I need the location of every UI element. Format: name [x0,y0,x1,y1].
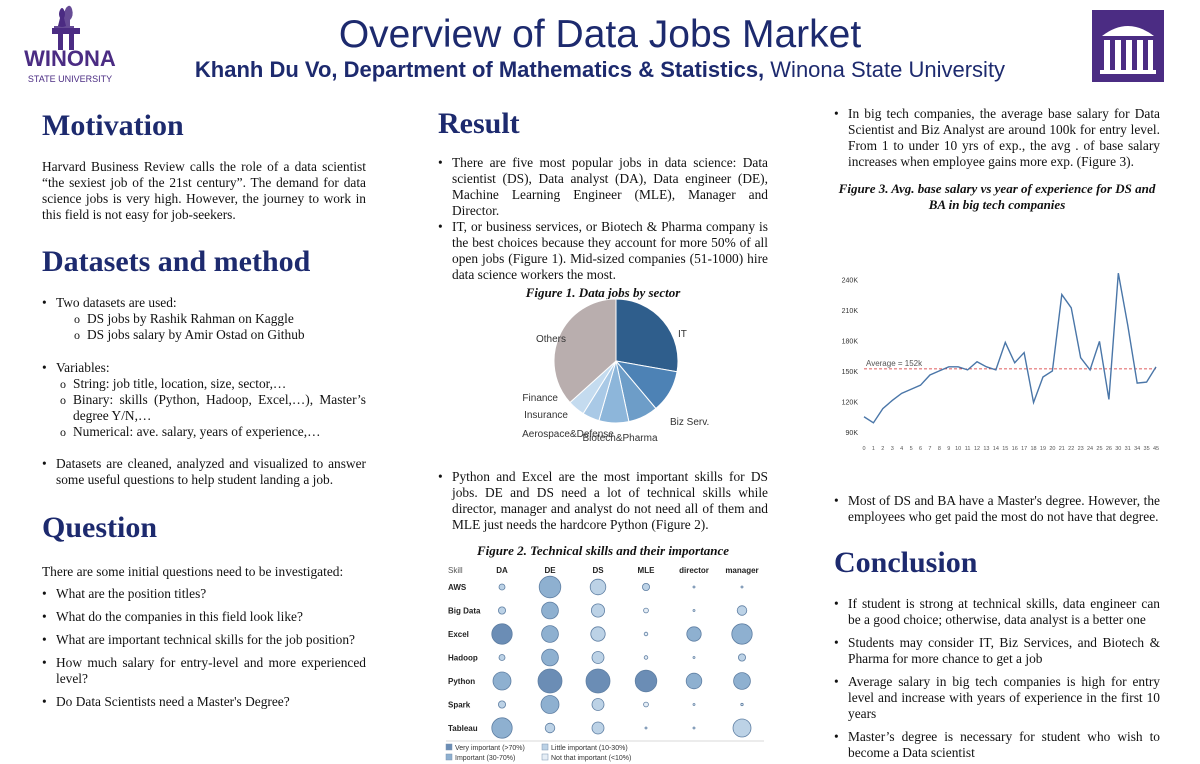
y-tick-label: 240K [841,277,858,285]
average-label: Average = 152k [866,358,923,368]
list-item: • In big tech companies, the average base salary for Data Scientist and Biz Analyst are around 100k for entry level. From 1 to under 10 yrs of exp., the avg . of base salary increases when employee gains more exp. (Figure 3). [834,106,1160,170]
datasets-heading: Datasets and method [42,245,311,278]
x-tick-label: 10 [955,446,962,452]
x-tick-label: 3 [890,446,894,452]
list-item: • What are the position titles? [42,586,366,602]
skill-bubble [642,583,649,590]
skill-bubble [733,719,751,737]
skill-bubble [693,704,695,706]
skill-bubble [693,657,695,659]
result-list-mid [438,469,768,533]
torch-cup-icon [52,28,80,34]
salary-list [834,106,1160,170]
motivation-text: Harvard Business Review calls the role of a data scientist “the sexiest job of the 21st century”. The demand for data science jobs is very high. However, the journey to work in this field is not easy for job-seekers. [42,159,366,222]
column-label: DE [544,566,556,575]
x-tick-label: 1 [871,446,875,452]
row-label: Python [448,677,476,686]
university-building-logo [1092,10,1164,82]
column-label: DA [496,566,508,575]
question-intro: There are some initial questions need to be investigated: [42,564,344,579]
skill-bubble [687,627,701,641]
row-label: Big Data [448,606,481,616]
author-line: Khanh Du Vo, Department of Mathematics & Statistics, [194,57,765,82]
skill-bubble [541,696,559,714]
x-tick-label: 13 [983,446,990,452]
list-item: o Binary: skills (Python, Hadoop, Excel,…), Master’s degree Y/N,… [60,392,366,424]
salary-series-line [864,273,1156,423]
skill-bubble [590,579,606,595]
x-tick-label: 5 [909,446,913,452]
x-tick-label: 25 [1096,446,1103,452]
list-item: • Datasets are cleaned, analyzed and visualized to answer some useful questions to help student landing a job. [42,456,366,488]
skill-bubble [738,654,745,661]
pie-label: Others [535,334,566,345]
row-label: AWS [448,583,467,592]
list-item: • What do the companies in this field look like? [42,609,366,625]
column-middle [438,100,768,764]
x-tick-label: 4 [900,446,904,452]
variable-list [60,376,366,440]
x-tick-label: 26 [1105,446,1112,452]
legend-swatch [446,754,452,760]
skill-bubble [542,649,559,666]
x-tick-label: 24 [1087,446,1094,452]
winona-logo [14,4,126,90]
skill-bubble [644,702,649,707]
x-tick-label: 17 [1021,446,1028,452]
pie-label: IT [678,329,687,340]
x-tick-label: 30 [1115,446,1122,452]
x-tick-label: 31 [1124,446,1131,452]
skill-bubble [645,727,647,729]
figure-1-caption: Figure 1. Data jobs by sector [525,285,681,300]
skill-bubble [492,624,512,644]
x-tick-label: 34 [1134,446,1141,452]
row-label: Spark [448,700,471,710]
skill-bubble [542,626,559,643]
list-item: o DS jobs by Rashik Rahman on Kaggle [74,311,366,327]
skill-bubble [737,606,747,616]
skill-bubble [741,586,743,588]
row-label: Excel [448,630,469,639]
skill-bubble [591,604,604,617]
legend-swatch [542,754,548,760]
legend-label: Little important (10-30%) [551,745,628,752]
poster-subtitle [120,56,1080,84]
skill-bubble [592,722,604,734]
y-tick-label: 90K [845,430,858,437]
list-item: • If student is strong at technical skills, data engineer can be a good choice; otherwise, data analyst is a better one [834,596,1160,628]
column-left [42,100,366,710]
x-tick-label: 11 [964,446,971,452]
skill-bubble [693,586,695,588]
column-label: MLE [637,566,655,575]
skill-bubble [499,655,505,661]
question-heading: Question [42,511,158,544]
list-item: • Most of DS and BA have a Master's degree. However, the employees who get paid the most do not have that degree. [834,493,1160,525]
list-item: • Students may consider IT, Biz Services, and Biotech & Pharma for more chance to get a job [834,635,1160,667]
column-label: manager [725,566,759,575]
x-tick-label: 19 [1039,446,1047,452]
x-tick-label: 14 [992,446,999,452]
x-tick-label: 7 [928,446,932,452]
column-label: DS [592,566,604,575]
column-label: director [679,566,709,575]
skill-bubble [693,610,695,612]
skill-bubble [498,701,505,708]
pie-label: Aerospace&Defense [522,429,614,440]
list-item: • Average salary in big tech companies is high for entry level and increase with years of experience in the first 10 years [834,674,1160,722]
skill-bubble [734,673,751,690]
x-tick-label: 18 [1030,446,1037,452]
logo-subtext: STATE UNIVERSITY [27,74,113,84]
skill-bubble [591,627,605,641]
conclusion-heading: Conclusion [834,546,978,579]
skill-bubble [693,727,695,729]
poster-title: Overview of Data Jobs Market [338,13,862,56]
figure-3-caption: Figure 3. Avg. base salary vs year of experience for DS and BA in big tech companies [838,181,1156,212]
conclusion-list [834,596,1160,761]
list-item: • What are important technical skills for the job position? [42,632,366,648]
list-item: o DS jobs salary by Amir Ostad on Github [74,327,366,343]
legend-swatch [446,744,452,750]
skill-bubble [586,669,610,693]
pie-slice-it [616,299,678,372]
x-tick-label: 9 [947,446,951,452]
x-tick-label: 8 [937,446,941,452]
x-tick-label: 23 [1077,446,1084,452]
x-tick-label: 0 [862,446,866,452]
list-item: • There are five most popular jobs in data science: Data scientist (DS), Data analyst (DA), Data engineer (DE), Machine Learning Engineer (MLE), Manager and Director. [438,155,768,219]
x-tick-label: 45 [1152,446,1160,452]
list-item: • Python and Excel are the most important skills for DS jobs. DE and DS need a lot of technical skills while director, manager and analyst do not need all of them and MLE just needs the hardcore Python (Figure 2). [438,469,768,533]
y-tick-label: 120K [841,399,858,407]
list-item: • Master’s degree is necessary for student who wish to become a Data scientist [834,729,1160,761]
pie-label: Biz Serv. [670,417,710,428]
x-tick-label: 21 [1058,446,1065,452]
skills-bubble-chart [438,563,768,762]
logo-wordmark: WINONA [24,46,116,71]
x-tick-label: 2 [881,446,885,452]
skill-bubble [545,723,555,733]
skill-bubble [732,624,752,644]
x-tick-label: 20 [1049,446,1056,452]
skill-bubble [542,602,559,619]
y-tick-label: 210K [841,307,858,315]
question-list [42,586,366,710]
pie-label: Biotech&Pharma [582,433,658,444]
row-label: Tableau [448,724,478,733]
y-tick-label: 150K [841,368,858,376]
pie-label: Finance [522,393,558,404]
skill-axis-header: Skill [448,566,463,575]
source-list [74,311,366,343]
masters-list [834,493,1160,525]
skill-bubble [592,699,604,711]
legend-label: Important (30-70%) [455,755,516,762]
skill-bubble [592,652,604,664]
legend-swatch [542,744,548,750]
skill-bubble [635,670,657,692]
list-item: • Two datasets are used: o DS jobs by Rashik Rahman on Kaggle o DS jobs salary by Amir Ostad on Github [42,295,366,343]
datasets-list [42,295,366,488]
skill-bubble [741,703,743,705]
result-heading: Result [438,107,520,140]
figure-2-caption: Figure 2. Technical skills and their importance [477,543,729,558]
list-item: • Variables: o String: job title, location, size, sector,… o Binary: skills (Python, Hadoop, Excel,…), Master’s degree Y/N,… o Numerical: ave. salary, years of experience,… [42,360,366,440]
y-tick-label: 180K [841,338,858,346]
skill-bubble [499,584,505,590]
legend-label: Very important (>70%) [455,745,525,752]
x-tick-label: 12 [973,446,981,452]
x-tick-label: 22 [1068,446,1075,452]
result-list-top [438,155,768,283]
x-tick-label: 16 [1011,446,1018,452]
pie-label: Insurance [524,410,568,421]
x-tick-label: 15 [1002,446,1009,452]
skill-bubble [538,669,562,693]
motivation-heading: Motivation [42,109,184,142]
list-item: • How much salary for entry-level and more experienced level? [42,655,366,687]
skill-bubble [539,576,561,598]
x-tick-label: 6 [918,446,923,452]
skill-bubble [644,656,648,660]
row-label: Hadoop [448,653,478,663]
list-item: • IT, or business services, or Biotech & Pharma company is the best choices because they account for more 50% of all open jobs (Figure 1). Mid-sized companies (51-1000) hire data science workers the most. [438,219,768,283]
list-item: • Do Data Scientists need a Master's Degree? [42,694,366,710]
list-item: o String: job title, location, size, sector,… [60,376,366,392]
salary-line-chart [834,260,1160,470]
skill-bubble [644,608,649,613]
legend-label: Not that important (<10%) [551,755,632,762]
skill-bubble [498,607,505,614]
skill-bubble [493,672,511,690]
skill-bubble [686,673,702,689]
poster-header [0,0,1200,92]
x-tick-label: 35 [1143,446,1150,452]
skill-bubble [492,718,512,738]
institution-name: Winona State University [770,57,1006,82]
column-right [834,100,1160,761]
skill-bubble [644,632,648,636]
list-item: o Numerical: ave. salary, years of experience,… [60,424,366,440]
sector-pie-chart [438,301,768,451]
